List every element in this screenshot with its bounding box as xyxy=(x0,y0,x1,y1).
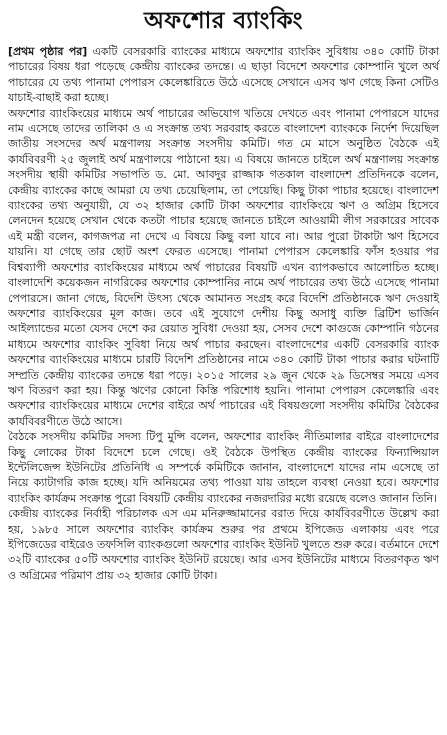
continued-tag: [প্রথম পৃষ্ঠার পর] xyxy=(8,45,88,58)
article-body xyxy=(8,44,439,583)
article-paragraph: বৈঠকে সংসদীয় কমিটির সদস্য টিপু মুন্সি বলেন, অফশোর ব্যাংকিং নীতিমালার বাইরে বাংলাদেশের কিছু লোকের টাকা বিদেশে চলে গেছে। ওই বৈঠকে উপস্থিত কেন্দ্রীয় ব্যাংকের ফিন্যান্সিয়াল ইন্টেলিজেন্স ইউনিটের প্রতিনিধি এ সম্পর্কে কমিটিকে জানান, বাংলাদেশে যাদের নাম এসেছে তা নিয়ে ক্যাটাগরি কাজ হচ্ছে। যদি অনিয়মের তথ্য পাওয়া যায় তাহলে ব্যবস্থা নেওয়া হবে। অফশোর ব্যাংকিং কার্যক্রম সংক্রান্ত পুরো বিষয়টি কেন্দ্রীয় ব্যাংকের নজরদারির মধ্যে রয়েছে বলেও জানান তিনি। xyxy=(8,430,439,505)
article-paragraph xyxy=(8,44,439,106)
article-headline: অফশোর ব্যাংকিং xyxy=(143,8,304,34)
article-paragraph: কেন্দ্রীয় ব্যাংকের নির্বাহী পরিচালক এস এম মনিরুজ্জামানের বরাত দিয়ে কার্যবিবরণীতে উল্লেখ করা হয়, ১৯৮৫ সালে অফশোর ব্যাংকিং কার্যক্রম শুরুর পর প্রথমে ইপিজেড এলাকায় এবং পরে ইপিজেডের বাইরেও তফসিলি ব্যাংকগুলো অফশোর ব্যাংকিং ইউনিট খুলতে শুরু করে। বর্তমানে দেশে ৩২টি ব্যাংকের ৫০টি অফশোর ব্যাংকিং ইউনিট রয়েছে। আর এসব ইউনিটের মাধ্যমে বিতরণকৃত ঋণ ও অগ্রিমের পরিমাণ প্রায় ৩২ হাজার কোটি টাকা। xyxy=(8,507,439,582)
paragraph-text: একটি বেসরকারি ব্যাংকের মাধ্যমে অফশোর ব্যাংকিং সুবিধায় ৩৪০ কোটি টাকা পাচারের বিষয় ধরা পড়েছে কেন্দ্রীয় ব্যাংকের তদন্তে। এ ছাড়া বিদেশে অফশোর কোম্পানি খুলে অর্থ পাচারের যে তথ্য পানামা পেপারস কেলেঙ্কারিতে উঠে এসেছে সেখানে এসব ঋণ গেছে কিনা সেটিও যাচাই-বাছাই করা হচ্ছে। xyxy=(8,45,439,105)
article-paragraph: অফশোর ব্যাংকিংয়ের মাধ্যমে অর্থ পাচারের অভিযোগ খতিয়ে দেখতে এবং পানামা পেপারসে যাদের নাম এসেছে তাদের তালিকা ও এ সংক্রান্ত তথ্য সরবরাহ করতে বাংলাদেশ ব্যাংককে নির্দেশ দিয়েছিল জাতীয় সংসদের অর্থ মন্ত্রণালয় সংক্রান্ত সংসদীয় কমিটি। গত মে মাসে অনুষ্ঠিত বৈঠকে এই কার্যবিবরণী ২৫ জুলাই অর্থ মন্ত্রণালয়ে পাঠানো হয়। এ বিষয়ে জানতে চাইলে অর্থ মন্ত্রণালয় সংক্রান্ত সংসদীয় স্থায়ী কমিটির সভাপতি ড. মো. আবদুর রাজ্জাক গতকাল বাংলাদেশ প্রতিদিনকে বলেন, কেন্দ্রীয় ব্যাংকের কাছে আমরা যে তথ্য চেয়েছিলাম, তা পেয়েছি। কিছু টাকা পাচার হয়েছে। বাংলাদেশ ব্যাংকের তথ্য অনুযায়ী, যে ৩২ হাজার কোটি টাকা অফশোর ব্যাংকিংয়ে ঋণ ও অগ্রিম হিসেবে লেনদেন হয়েছে সেখান থেকে কতটা পাচার হয়েছে জানতে চাইলে আওয়ামী লীগ সরকারের সাবেক এই মন্ত্রী বলেন, কাগজপত্র না দেখে এ বিষয়ে কিছু বলা যাবে না। আর পুরো টাকাটা ঋণ হিসেবে যায়নি। যা গেছে তার ছোট অংশ ফেরত এসেছে। পানামা পেপারস কেলেঙ্কারি ফাঁস হওয়ার পর বিশ্বব্যাপী অফশোর ব্যাংকিংয়ের মাধ্যমে অর্থ পাচারের বিষয়টি এখন ব্যাপকভাবে আলোচিত হচ্ছে। বাংলাদেশি কয়েকজন নাগরিকের অফশোর কোম্পানির নামে অর্থ পাচারের তথ্য উঠে এসেছে পানামা পেপারসে। জানা গেছে, বিদেশি উৎস্য থেকে আমানত সংগ্রহ করে বিদেশি প্রতিষ্ঠানকে ঋণ দেওয়াই অফশোর ব্যাংকিংয়ের মূল কাজ। তবে এই সুযোগে দেশীয় কিছু অসাধু ব্যক্তি ব্রিটিশ ভার্জিন আইল্যান্ডের মতো যেসব দেশে কর রেয়াত সুবিধা দেওয়া হয়, সেসব দেশে কাগুজে কোম্পানি গঠনের মাধ্যমে অফশোর ব্যাংকিং সুবিধা নিয়ে অর্থ পাচার করছেন। বাংলাদেশের একটি বেসরকারি ব্যাংক অফশোর ব্যাংকিংয়ের মাধ্যমে চারটি বিদেশি প্রতিষ্ঠানের নামে ৩৪০ কোটি টাকা পাচার করার ঘটনাটি সম্প্রতি কেন্দ্রীয় ব্যাংকের তদন্তে ধরা পড়ে। ২০১৫ সালের ২৯ জুন থেকে ২৯ ডিসেম্বর সময়ে এসব ঋণ বিতরণ করা হয়। কিন্তু ঋণের কোনো কিস্তি পরিশোধ হয়নি। পানামা পেপারস কেলেঙ্কারি এবং অফশোর ব্যাংকিংয়ের মাধ্যমে দেশের বাইরে অর্থ পাচারের এই বিষয়গুলো সংসদীয় কমিটির বৈঠকের কার্যবিবরণীতে উঠে আসে। xyxy=(8,106,439,428)
